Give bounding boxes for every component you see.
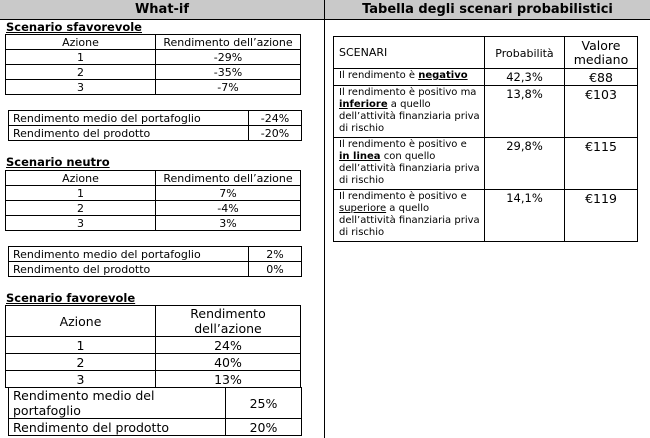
table-row — [334, 138, 638, 190]
scenari-probabilistici-header: Tabella degli scenari probabilistici — [325, 0, 650, 20]
table-row — [6, 216, 301, 231]
table-row — [6, 337, 301, 354]
medio-label: Rendimento medio del portafoglio — [9, 388, 226, 419]
medio-label: Rendimento medio del portafoglio — [9, 111, 249, 126]
desc-text: a quello dell’attività finanziaria priva di rischio — [339, 99, 480, 134]
table-row — [334, 86, 638, 138]
azione-cell: 1 — [6, 50, 156, 65]
table-row — [6, 371, 301, 388]
scenario-sfavorevole-summary — [8, 110, 302, 141]
scenario-neutro-table — [5, 170, 301, 231]
scenario-sfavorevole-title: Scenario sfavorevole — [6, 20, 142, 34]
probabilita-cell: 13,8% — [485, 86, 565, 138]
table-header-row — [6, 306, 301, 337]
azione-cell: 3 — [6, 80, 156, 95]
prodotto-value: -20% — [249, 126, 302, 141]
desc-key: superiore — [339, 203, 387, 214]
medio-value: 2% — [249, 247, 302, 262]
desc-text: Il rendimento è positivo ma — [339, 87, 477, 98]
probabilita-cell: 29,8% — [485, 138, 565, 190]
prodotto-label: Rendimento del prodotto — [9, 419, 226, 436]
summary-row — [9, 247, 302, 262]
table-row — [6, 354, 301, 371]
scenario-desc — [334, 69, 485, 86]
medio-label: Rendimento medio del portafoglio — [9, 247, 249, 262]
desc-text: Il rendimento è positivo e — [339, 191, 467, 202]
azione-cell: 3 — [6, 216, 156, 231]
azione-cell: 1 — [6, 337, 156, 354]
table-header-row — [6, 35, 301, 50]
desc-key: in linea — [339, 151, 381, 162]
col-valore-mediano: Valore mediano — [565, 37, 638, 69]
desc-key: inferiore — [339, 99, 388, 110]
prodotto-label: Rendimento del prodotto — [9, 126, 249, 141]
scenario-favorevole-table — [5, 305, 301, 388]
summary-row — [9, 262, 302, 277]
azione-cell: 3 — [6, 371, 156, 388]
scenario-favorevole-summary — [8, 387, 302, 436]
azione-cell: 1 — [6, 186, 156, 201]
azione-cell: 2 — [6, 65, 156, 80]
scenario-desc — [334, 190, 485, 242]
what-if-header: What-if — [0, 0, 324, 20]
col-azione: Azione — [6, 171, 156, 186]
desc-text: con quello dell’attività finanziaria priva di rischio — [339, 151, 480, 186]
col-rendimento: Rendimento dell’azione — [156, 306, 301, 337]
scenario-sfavorevole-table — [5, 34, 301, 95]
rendimento-cell: 3% — [156, 216, 301, 231]
col-rendimento: Rendimento dell’azione — [156, 35, 301, 50]
valore-cell: €115 — [565, 138, 638, 190]
summary-row — [9, 111, 302, 126]
rendimento-cell: 13% — [156, 371, 301, 388]
table-row — [6, 50, 301, 65]
table-row — [6, 65, 301, 80]
table-header-row — [6, 171, 301, 186]
table-row — [6, 186, 301, 201]
table-row — [334, 190, 638, 242]
probabilita-cell: 42,3% — [485, 69, 565, 86]
col-azione: Azione — [6, 35, 156, 50]
table-header-row — [334, 37, 638, 69]
scenario-neutro-summary — [8, 246, 302, 277]
medio-value: 25% — [226, 388, 302, 419]
table-row — [6, 80, 301, 95]
prodotto-value: 0% — [249, 262, 302, 277]
valore-cell: €119 — [565, 190, 638, 242]
table-row — [6, 201, 301, 216]
prodotto-label: Rendimento del prodotto — [9, 262, 249, 277]
scenario-desc — [334, 86, 485, 138]
scenari-probabilistici-table — [333, 36, 638, 242]
desc-text: Il rendimento è positivo e — [339, 139, 467, 150]
rendimento-cell: 24% — [156, 337, 301, 354]
summary-row — [9, 419, 302, 436]
azione-cell: 2 — [6, 354, 156, 371]
scenario-desc — [334, 138, 485, 190]
col-probabilita: Probabilità — [485, 37, 565, 69]
table-row — [334, 69, 638, 86]
col-scenari: SCENARI — [334, 37, 485, 69]
scenario-neutro-title: Scenario neutro — [6, 155, 110, 169]
col-rendimento: Rendimento dell’azione — [156, 171, 301, 186]
prodotto-value: 20% — [226, 419, 302, 436]
desc-key: negativo — [418, 70, 468, 81]
desc-text: Il rendimento è — [339, 70, 419, 81]
col-azione: Azione — [6, 306, 156, 337]
rendimento-cell: -4% — [156, 201, 301, 216]
probabilita-cell: 14,1% — [485, 190, 565, 242]
azione-cell: 2 — [6, 201, 156, 216]
rendimento-cell: 40% — [156, 354, 301, 371]
rendimento-cell: -29% — [156, 50, 301, 65]
summary-row — [9, 388, 302, 419]
valore-cell: €88 — [565, 69, 638, 86]
medio-value: -24% — [249, 111, 302, 126]
desc-text: a quello dell’attività finanziaria priva di rischio — [339, 203, 480, 238]
summary-row — [9, 126, 302, 141]
scenario-favorevole-title: Scenario favorevole — [6, 291, 136, 305]
rendimento-cell: -7% — [156, 80, 301, 95]
valore-cell: €103 — [565, 86, 638, 138]
rendimento-cell: 7% — [156, 186, 301, 201]
rendimento-cell: -35% — [156, 65, 301, 80]
column-divider — [324, 0, 325, 438]
